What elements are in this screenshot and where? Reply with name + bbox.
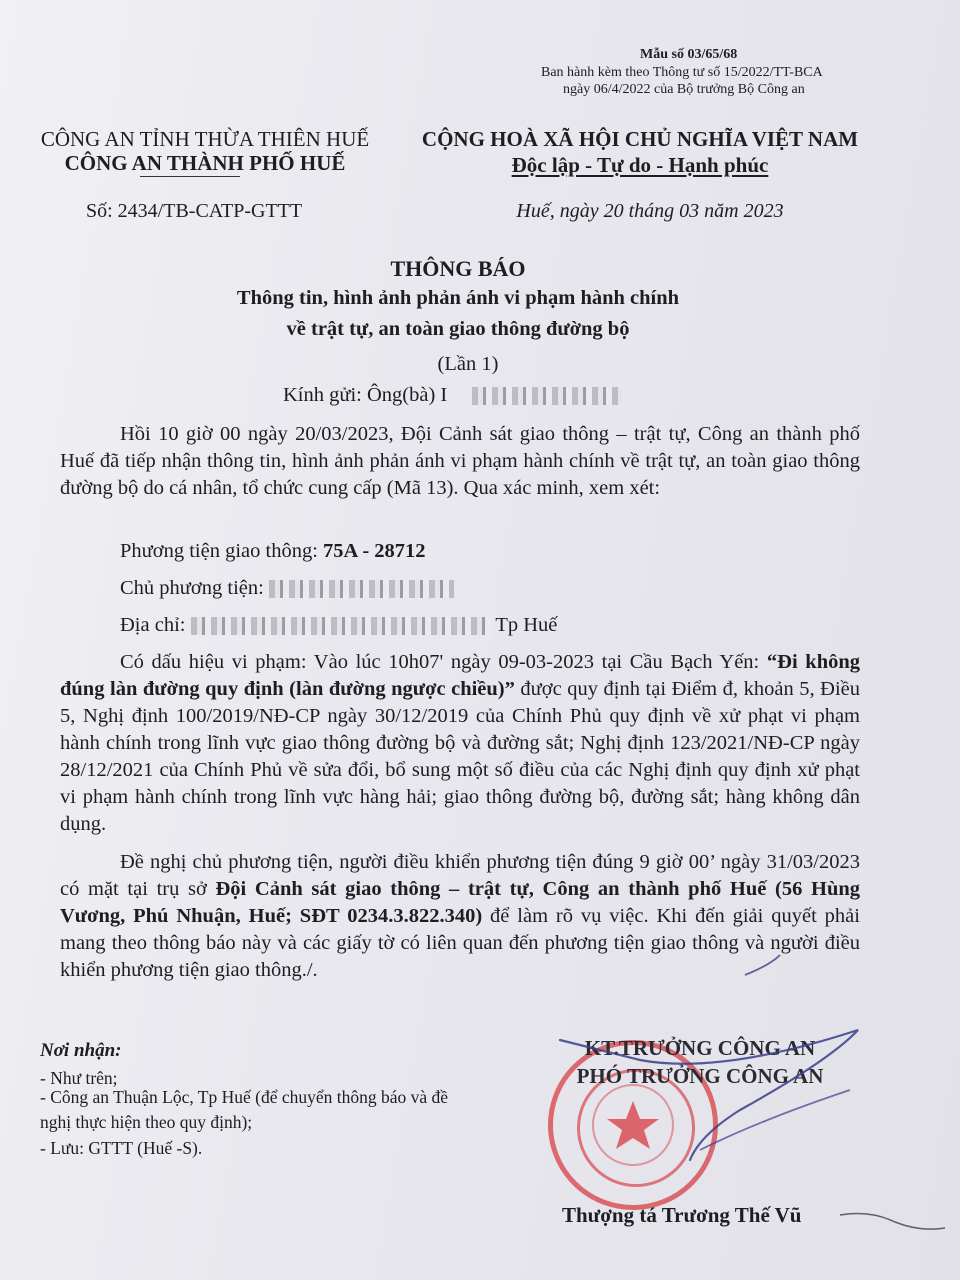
notice-subtitle-1: Thông tin, hình ảnh phản ánh vi phạm hành chính: [236, 287, 680, 309]
address-city: Tp Huế: [490, 614, 558, 636]
redacted-name: [472, 387, 622, 405]
unit-underline: [140, 176, 240, 177]
form-circular: Ban hành kèm theo Thông tư số 15/2022/TT-BCA: [541, 65, 823, 80]
notice-title: THÔNG BÁO: [390, 256, 526, 281]
violation-legal-basis: được quy định tại Điểm đ, khoản 5, Điều 5, Nghị định 100/2019/NĐ-CP ngày 30/12/2019 của Chính Phủ quy định về xử phạt vi phạm hành chính trong lĩnh vực giao thông đường bộ và đường sắt; Nghị định 123/2021/NĐ-CP ngày 28/12/2021 của Chính Phủ về sửa đổi, bổ sung một số điều của các Nghị định quy định xử phạt vi phạm hành chính trong lĩnh vực hàng hải; giao thông đường bộ, đường sắt; hàng không dân dụng.: [60, 678, 861, 835]
signature-title: PHÓ TRƯỞNG CÔNG AN: [576, 1064, 824, 1088]
recipient-item-1: - Như trên;: [40, 1068, 118, 1088]
violation-intro: Có dấu hiệu vi phạm: Vào lúc 10h07' ngày 09-03-2023 tại Cầu Bạch Yến:: [120, 651, 767, 673]
notice-round: (Lần 1): [437, 353, 499, 375]
recipient-item-3: - Lưu: GTTT (Huế -S).: [40, 1138, 203, 1158]
redacted-owner: [269, 580, 454, 598]
request-location: Đội Cảnh sát giao thông – trật tự, Công an thành phố Huế (56 Hùng Vương, Phú Nhuận, Huế; SĐT 0234.3.822.340): [60, 878, 861, 927]
address-line: [120, 612, 557, 639]
notice-subtitle-2: về trật tự, an toàn giao thông đường bộ: [286, 318, 630, 340]
motto-wrap: [400, 152, 880, 178]
signature-authority: KT.TRƯỞNG CÔNG AN: [584, 1036, 816, 1060]
motto: Độc lập - Tự do - Hạnh phúc: [511, 153, 769, 177]
vehicle-line: [120, 538, 426, 565]
form-code: Mẫu số 03/65/68: [640, 47, 738, 62]
owner-label: Chủ phương tiện:: [120, 577, 269, 599]
signer-name: Thượng tá Trương Thế Vũ: [562, 1203, 802, 1227]
unit-name: CÔNG AN THÀNH PHỐ HUẾ: [64, 151, 346, 175]
recipient-line: [283, 384, 622, 407]
address-label: Địa chỉ:: [120, 614, 191, 636]
recipient-salutation: Kính gửi: Ông(bà) I: [283, 384, 448, 406]
request-instructions: để làm rõ vụ việc. Khi đến giải quyết phải mang theo thông báo này và các giấy tờ có liên quan đến phương tiện giao thông và người điều khiển phương tiện giao thông./.: [60, 905, 860, 981]
violation-paragraph: [60, 649, 860, 838]
recipients-title: Nơi nhận:: [40, 1040, 122, 1061]
document-number: Số: 2434/TB-CATP-GTTT: [86, 200, 303, 222]
vehicle-label: Phương tiện giao thông:: [120, 540, 324, 562]
owner-line: [120, 575, 454, 602]
form-circular-date: ngày 06/4/2022 của Bộ trưởng Bộ Công an: [563, 82, 805, 97]
vehicle-plate: 75A - 28712: [323, 540, 426, 562]
request-paragraph: [60, 849, 860, 984]
intro-paragraph: Hồi 10 giờ 00 ngày 20/03/2023, Đội Cảnh sát giao thông – trật tự, Công an thành phố Huế đã tiếp nhận thông tin, hình ảnh phản ánh vi phạm hành chính về trật tự, an toàn giao thông đường bộ do cá nhân, tổ chức cung cấp (Mã 13). Qua xác minh, xem xét:: [60, 423, 860, 499]
agency-name: CÔNG AN TỈNH THỪA THIÊN HUẾ: [40, 127, 370, 151]
document-date: Huế, ngày 20 tháng 03 năm 2023: [516, 200, 784, 222]
violation-description: “Đi không đúng làn đường quy định (làn đường ngược chiều)”: [60, 651, 860, 700]
recipient-item-2: - Công an Thuận Lộc, Tp Huế (để chuyển thông báo và đề nghị thực hiện theo quy định);: [40, 1087, 449, 1132]
request-intro: Đề nghị chủ phương tiện, người điều khiển phương tiện đúng 9 giờ 00’ ngày 31/03/2023 có mặt tại trụ sở: [60, 851, 860, 900]
country-name: CỘNG HOÀ XÃ HỘI CHỦ NGHĨA VIỆT NAM: [421, 127, 859, 151]
redacted-address: [191, 617, 491, 635]
